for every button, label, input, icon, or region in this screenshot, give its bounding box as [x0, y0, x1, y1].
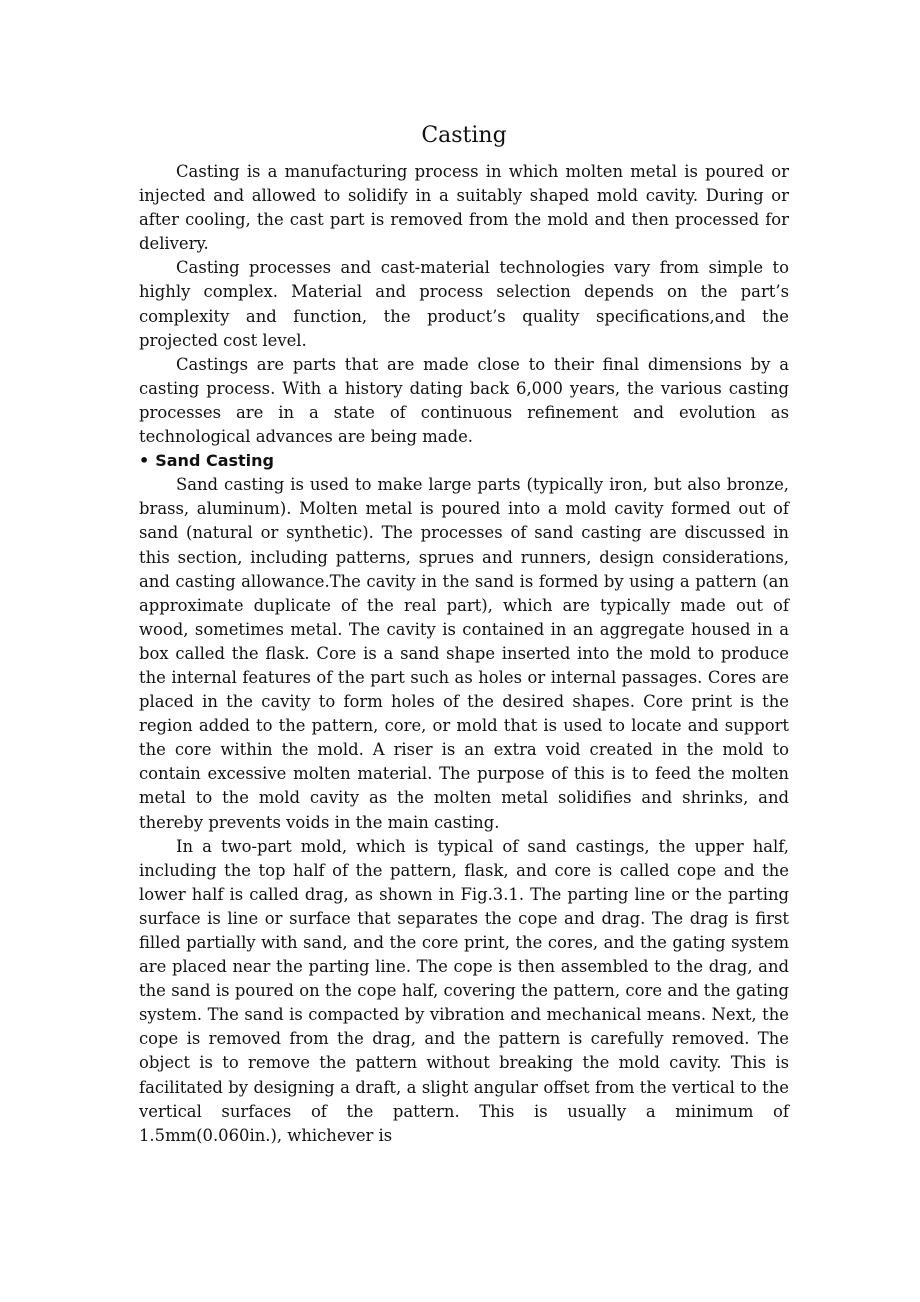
section-heading-text: Sand Casting — [155, 451, 275, 471]
intro-paragraph-2: Casting processes and cast-material technologies vary from simple to highly complex. Material and process selection depends on the part’s complexity and function, the product’s quality specifications,and the projected cost level. — [139, 258, 789, 350]
section-heading — [139, 449, 789, 473]
intro-paragraph-1: Casting is a manufacturing process in which molten metal is poured or injected and allowed to solidify in a suitably shaped mold cavity. During or after cooling, the cast part is removed from the mold and then processed for delivery. — [139, 162, 789, 254]
sand-casting-paragraph-2: In a two-part mold, which is typical of sand castings, the upper half, including the top half of the pattern, flask, and core is called cope and the lower half is called drag, as shown in Fig.3.1. The parting line or the parting surface is line or surface that separates the cope and drag. The drag is first filled partially with sand, and the core print, the cores, and the gating system are placed near the parting line. The cope is then assembled to the drag, and the sand is poured on the cope half, covering the pattern, core and the gating system. The sand is compacted by vibration and mechanical means. Next, the cope is removed from the drag, and the pattern is carefully removed. The object is to remove the pattern without breaking the mold cavity. This is facilitated by designing a draft, a slight angular offset from the vertical to the vertical surfaces of the pattern. This is usually a minimum of 1.5mm(0.060in.), whichever is — [139, 836, 789, 1145]
intro-paragraph-3: Castings are parts that are made close to their final dimensions by a casting process. With a history dating back 6,000 years, the various casting processes are in a state of continuous refinement and evolution as technological advances are being made. — [139, 354, 789, 447]
sand-casting-paragraph-1: Sand casting is used to make large parts (typically iron, but also bronze, brass, aluminum). Molten metal is poured into a mold cavity formed out of sand (natural or synthetic). The processes of sand casting are discussed in this section, including patterns, sprues and runners, design considerations, and casting allowance.The cavity in the sand is formed by using a pattern (an approximate duplicate of the real part), which are typically made out of wood, sometimes metal. The cavity is contained in an aggregate housed in a box called the flask. Core is a sand shape inserted into the mold to produce the internal features of the part such as holes or internal passages. Cores are placed in the cavity to form holes of the desired shapes. Core print is the region added to the pattern, core, or mold that is used to locate and support the core within the mold. A riser is an extra void created in the mold to contain excessive molten material. The purpose of this is to feed the molten metal to the mold cavity as the molten metal solidifies and shrinks, and thereby prevents voids in the main casting. — [139, 475, 789, 832]
document-page — [139, 118, 789, 1148]
bullet-icon: • — [139, 451, 150, 471]
document-title: Casting — [421, 123, 507, 148]
